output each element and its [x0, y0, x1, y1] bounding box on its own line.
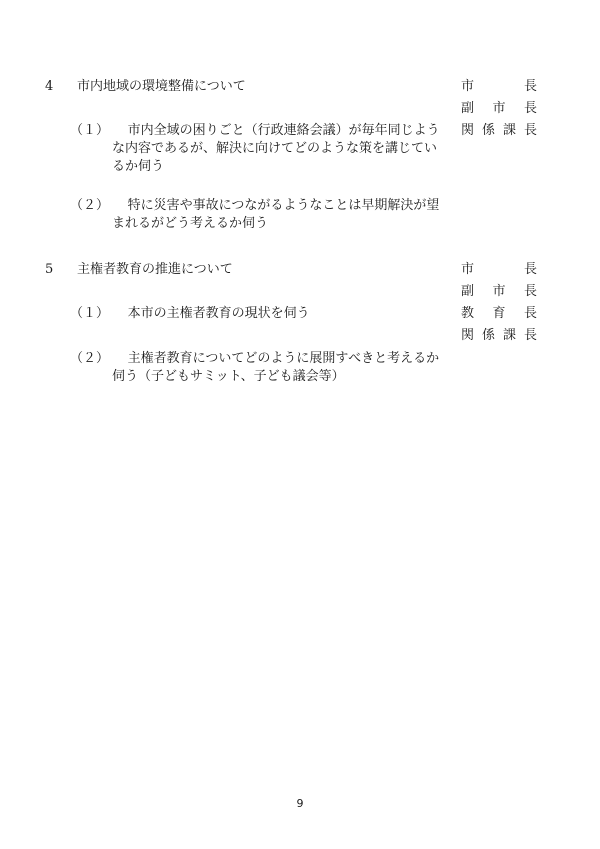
section-4-number: 4: [45, 79, 54, 94]
section-5-item-2-text: 主権者教育についてどのように展開すべきと考えるか伺う（子どもサミット、子ども議会等）: [112, 351, 440, 384]
section-5-respondent-3: 教 育 長: [461, 306, 537, 321]
section-4-item-1-text: 市内全域の困りごと（行政連絡会議）が毎年同じような内容であるが、解決に向けてどのような策を講じているか伺う: [112, 123, 440, 174]
section-5-number: 5: [45, 262, 54, 277]
section-5-item-1-number: （１）: [70, 306, 110, 321]
section-4-respondent-2: 副 市 長: [461, 101, 537, 116]
section-5-respondent-4: 関 係 課 長: [461, 328, 537, 343]
section-5-respondent-2: 副 市 長: [461, 284, 537, 299]
section-5-item-1-text: 本市の主権者教育の現状を伺う: [127, 306, 310, 321]
page-number: 9: [296, 797, 304, 810]
section-4-respondent-3: 関 係 課 長: [461, 123, 537, 138]
section-4-title: 市内地域の環境整備について: [77, 79, 246, 94]
section-5-item-2-number: （２）: [70, 351, 110, 366]
section-4-item-1-number: （１）: [70, 123, 110, 138]
section-5-title: 主権者教育の推進について: [77, 262, 233, 277]
section-4-respondent-1: 市 長: [461, 79, 537, 94]
section-5-respondent-1: 市 長: [461, 262, 537, 277]
section-4-item-2-number: （２）: [70, 198, 110, 213]
section-4-item-2-text: 特に災害や事故につながるようなことは早期解決が望まれるがどう考えるか伺う: [112, 198, 440, 231]
